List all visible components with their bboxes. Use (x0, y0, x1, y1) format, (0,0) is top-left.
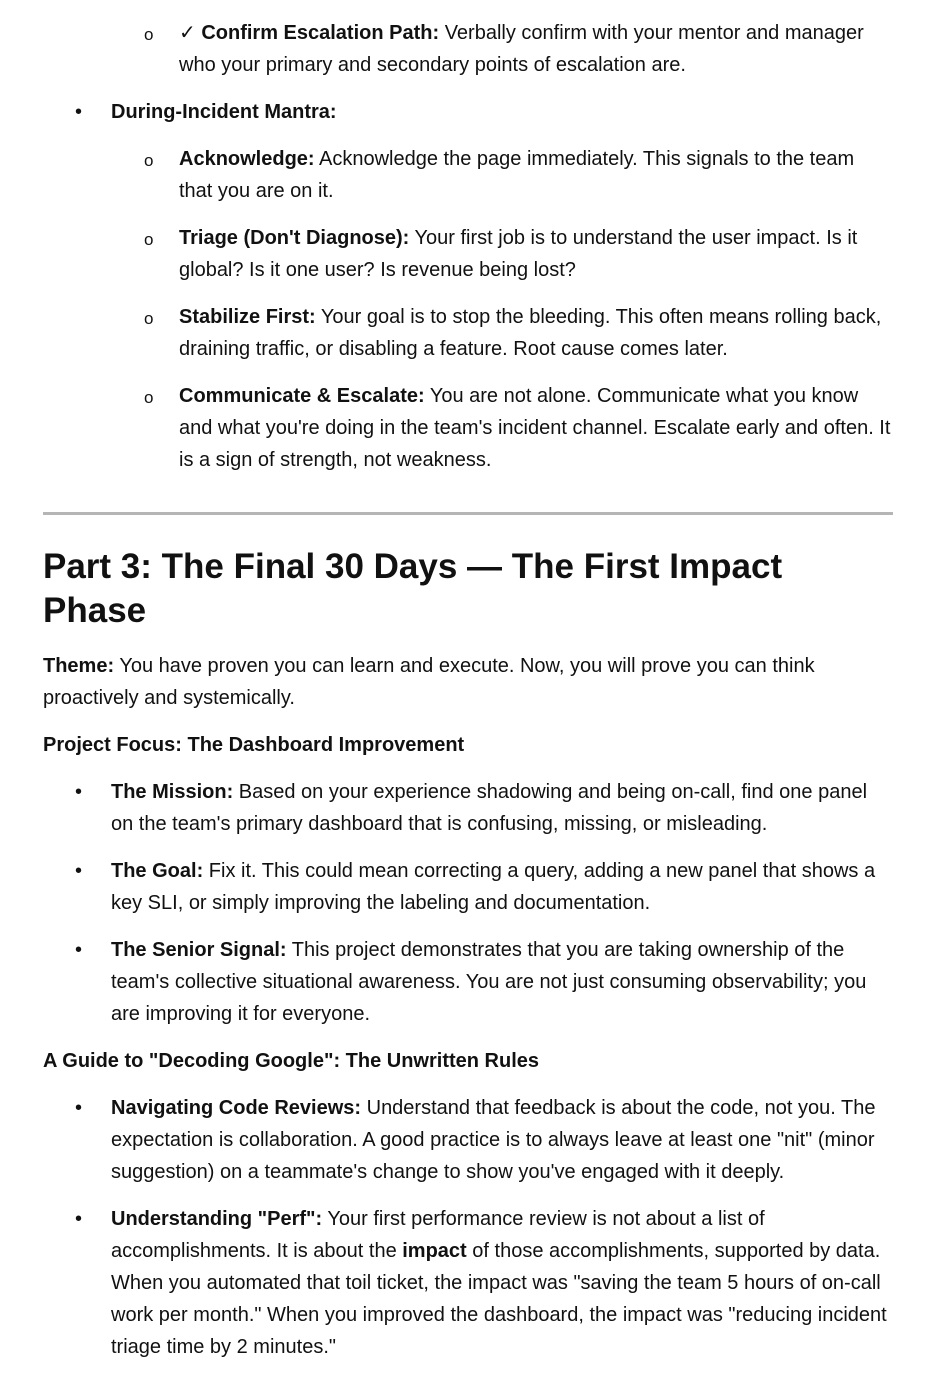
emphasis-text: impact (402, 1240, 467, 1262)
item-text: This project demonstrates that you are taking ownership of the team's collective situational awareness. You are not just consuming observability; you are improving it for everyone. (111, 939, 867, 1025)
item-text: Understand that feedback is about the code, not you. The expectation is collaboration. A good practice is to always leave at least one "nit" (minor suggestion) on a teammate's change to show you've engaged with it deeply. (111, 1097, 876, 1183)
item-text: You are not alone. Communicate what you know and what you're doing in the team's incident channel. Escalate early and often. It is a sign of strength, not weakness. (179, 385, 891, 471)
item-label: Acknowledge: (179, 148, 315, 170)
item-label: Triage (Don't Diagnose): (179, 227, 410, 249)
item-text: Acknowledge the page immediately. This signals to the team that you are on it. (179, 148, 855, 202)
item-label: Stabilize First: (179, 306, 316, 328)
hollow-bullet-icon: o (144, 388, 154, 407)
bullet-icon: • (75, 1208, 83, 1230)
item-label: Communicate & Escalate: (179, 385, 425, 407)
item-text: Your first job is to understand the user impact. Is it global? Is it one user? Is revenue being lost? (179, 227, 858, 281)
item-text: Verbally confirm with your mentor and manager who your primary and secondary points of escalation are. (179, 22, 864, 76)
list-item-perf (43, 1203, 893, 1363)
list-item-triage (43, 222, 893, 286)
hollow-bullet-icon: o (144, 309, 154, 328)
list-item-mission (43, 776, 893, 840)
bullet-icon: • (75, 860, 83, 882)
list-item-mantra (43, 96, 893, 128)
guide-heading: A Guide to "Decoding Google": The Unwritten Rules (43, 1050, 540, 1072)
item-text: Your first performance review is not about a list of accomplishments. It is about the (111, 1208, 765, 1262)
list-item-senior-signal (43, 934, 893, 1030)
item-label: Confirm Escalation Path: (201, 22, 440, 44)
document-page (43, 17, 893, 1378)
item-text: Based on your experience shadowing and being on-call, find one panel on the team's primary dashboard that is confusing, missing, or misleading. (111, 781, 868, 835)
item-label: The Goal: (111, 860, 204, 882)
list-item-communicate (43, 380, 893, 476)
list-item-stabilize (43, 301, 893, 365)
item-label: Navigating Code Reviews: (111, 1097, 362, 1119)
item-label: Understanding "Perf": (111, 1208, 323, 1230)
bullet-icon: • (75, 101, 83, 123)
hollow-bullet-icon: o (144, 230, 154, 249)
section-title: Part 3: The Final 30 Days — The First Impact Phase (43, 547, 783, 630)
section-divider (43, 512, 893, 515)
theme-text: You have proven you can learn and execute. Now, you will prove you can think proactively and systemically. (43, 655, 815, 709)
list-item-confirm-escalation (43, 17, 893, 81)
item-text: Your goal is to stop the bleeding. This often means rolling back, draining traffic, or disabling a feature. Root cause comes later. (179, 306, 882, 360)
item-text: Fix it. This could mean correcting a query, adding a new panel that shows a key SLI, or simply improving the labeling and documentation. (111, 860, 876, 914)
theme-paragraph (43, 650, 893, 714)
hollow-bullet-icon: o (144, 151, 154, 170)
bullet-icon: • (75, 1097, 83, 1119)
check-icon: ✓ (179, 22, 196, 44)
project-focus-heading: Project Focus: The Dashboard Improvement (43, 734, 465, 756)
bullet-icon: • (75, 939, 83, 961)
theme-label: Theme: (43, 655, 115, 677)
item-label: The Senior Signal: (111, 939, 287, 961)
item-text: of those accomplishments, supported by data. When you automated that toil ticket, the impact was "saving the team 5 hours of on-call work per month." When you improved the dashboard, the impact was "reducing incident triage time by 2 minutes." (111, 1240, 887, 1358)
item-label: During-Incident Mantra: (111, 101, 337, 123)
bullet-icon: • (75, 781, 83, 803)
list-item-acknowledge (43, 143, 893, 207)
hollow-bullet-icon: o (144, 25, 154, 44)
item-label: The Mission: (111, 781, 234, 803)
list-item-code-reviews (43, 1092, 893, 1188)
list-item-goal (43, 855, 893, 919)
